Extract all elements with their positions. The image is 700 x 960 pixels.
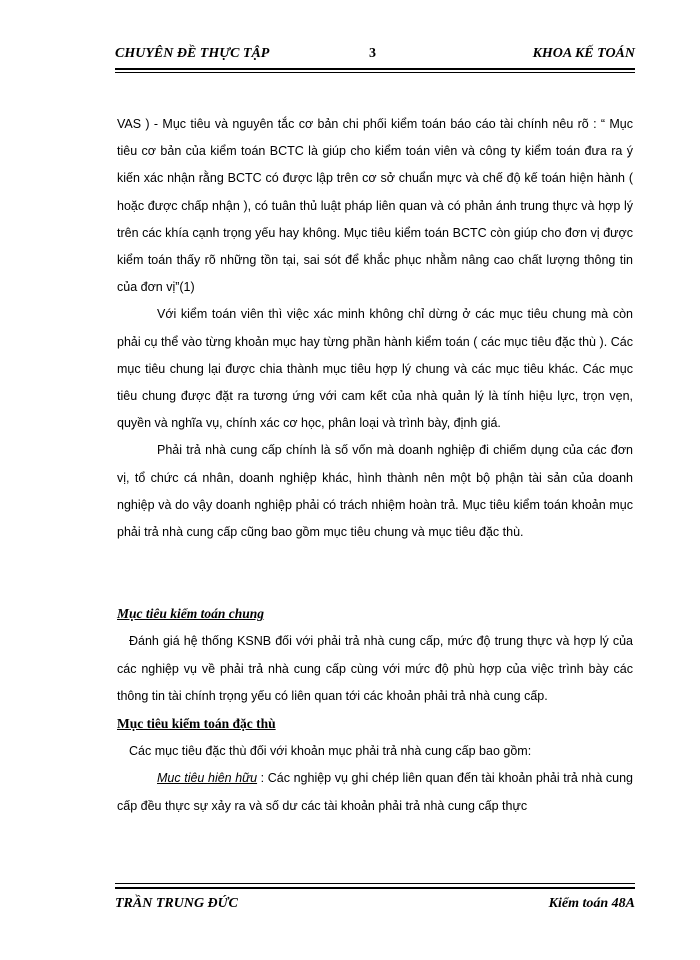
document-body <box>117 111 633 820</box>
spacer <box>117 546 633 600</box>
footer-author: TRẦN TRUNG ĐỨC <box>115 896 238 911</box>
page-header <box>115 46 635 66</box>
paragraph-vas-objectives: VAS ) - Mục tiêu và nguyên tắc cơ bản chi phối kiểm toán báo cáo tài chính nêu rõ : “ Mục tiêu cơ bản của kiểm toán BCTC là giúp cho kiểm toán viên và công ty kiểm toán đưa ra ý kiến xác nhận rằng BCTC có được lập trên cơ sở chuẩn mực và chế độ kế toán hiện hành ( hoặc được chấp nhận ), có tuân thủ luật pháp liên quan và có phản ánh trung thực và hợp lý trên các khía cạnh trọng yếu hay không. Mục tiêu kiểm toán BCTC còn giúp cho đơn vị được kiểm toán thấy rõ những tồn tại, sai sót để khắc phục nhằm nâng cao chất lượng thông tin của đơn vị”(1) <box>117 117 633 295</box>
existence-objective-text: : Các nghiệp vụ ghi chép liên quan đến tài khoản phải trả nhà cung cấp đều thực sự xảy ra và số dư các tài khoản phải trả nhà cung cấp thực <box>117 771 633 813</box>
paragraph-supplier-payables: Phải trả nhà cung cấp chính là số vốn mà doanh nghiệp đi chiếm dụng của các đơn vị, tổ chức cá nhân, doanh nghiệp khác, hình thành nên một bộ phận tài sản của doanh nghiệp và do vậy doanh nghiệp phải có trách nhiệm hoàn trả. Mục tiêu kiểm toán khoản mục phải trả nhà cung cấp cũng bao gồm mục tiêu chung và mục tiêu đặc thù. <box>117 443 633 540</box>
heading-general-objectives <box>117 600 633 628</box>
header-rule-thick <box>115 68 635 70</box>
page-number: 3 <box>369 46 376 61</box>
footer-rule-thin <box>115 883 635 884</box>
page-footer <box>115 896 635 916</box>
header-title: CHUYÊN ĐỀ THỰC TẬP <box>115 46 270 61</box>
header-department: KHOA KẾ TOÁN <box>532 46 635 61</box>
paragraph-general-objectives: Đánh giá hệ thống KSNB đối với phải trả nhà cung cấp, mức độ trung thực và hợp lý của các nghiệp vụ về phải trả nhà cung cấp cùng với mức độ phù hợp của việc trình bày các thông tin tài chính trọng yếu có liên quan tới các khoản phải trả nhà cung cấp. <box>117 634 633 703</box>
paragraph-existence-objective <box>117 765 633 819</box>
heading-specific-objectives-text: Mục tiêu kiểm toán đặc thù <box>117 716 276 732</box>
paragraph-auditor-verification: Với kiểm toán viên thì việc xác minh không chỉ dừng ở các mục tiêu chung mà còn phải cụ thể vào từng khoản mục hay từng phần hành kiểm toán ( các mục tiêu đặc thù ). Các mục tiêu chung lại được chia thành mục tiêu hợp lý chung và các mục tiêu khác. Các mục tiêu chung được đặt ra tương ứng với cam kết của nhà quản lý là tính hiệu lực, trọn vẹn, quyền và nghĩa vụ, chính xác cơ học, phân loại và trình bày, định giá. <box>117 307 633 431</box>
existence-objective-label: Mục tiêu hiện hữu <box>157 771 258 786</box>
header-rule-thin <box>115 72 635 73</box>
heading-general-objectives-text: Mục tiêu kiểm toán chung <box>117 606 265 622</box>
heading-specific-objectives <box>117 710 633 738</box>
paragraph-specific-intro: Các mục tiêu đặc thù đối với khoản mục phải trả nhà cung cấp bao gồm: <box>129 744 532 759</box>
footer-class: Kiểm toán 48A <box>548 896 635 911</box>
footer-rule-thick <box>115 887 635 889</box>
